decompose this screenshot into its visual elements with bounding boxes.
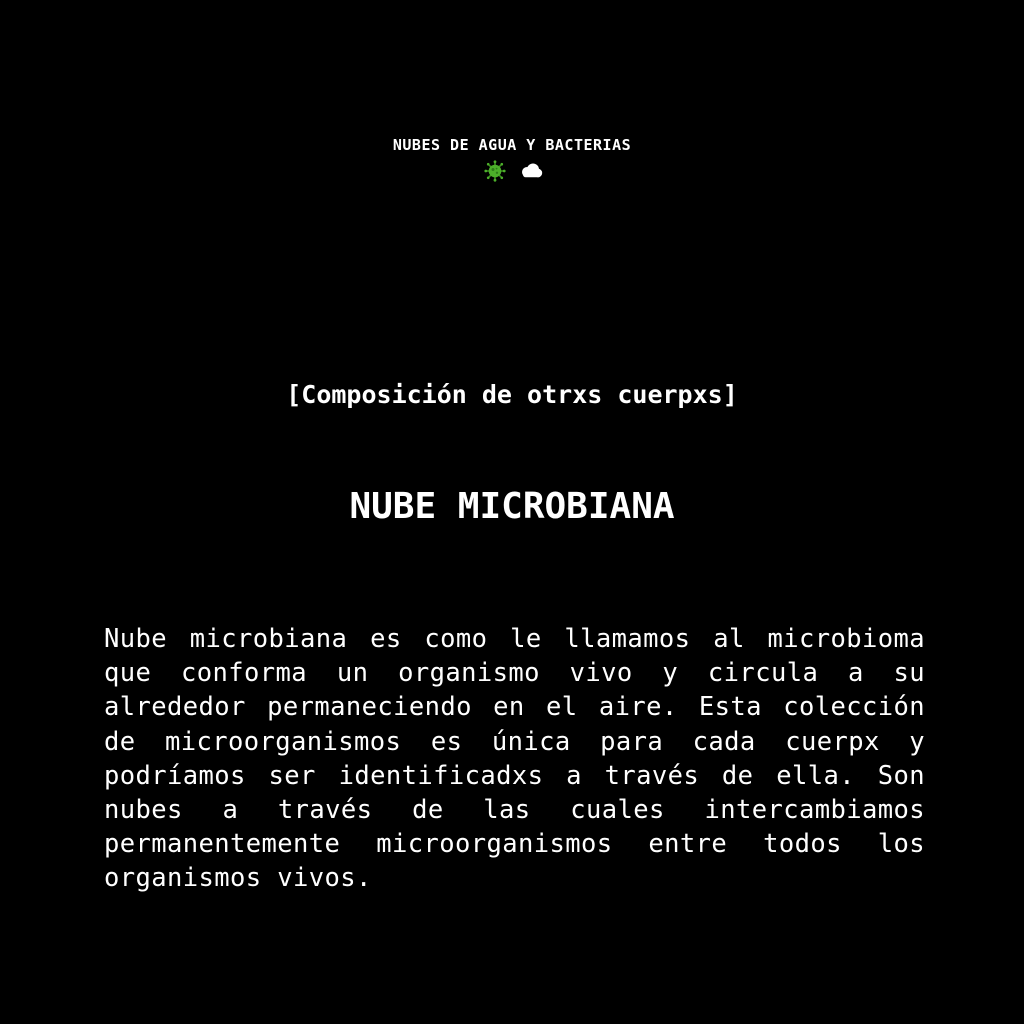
series-title: NUBES DE AGUA Y BACTERIAS [392,136,632,154]
microbe-icon [484,160,506,182]
heading: NUBE MICROBIANA [349,486,675,527]
cloud-icon [518,160,540,182]
body-paragraph: Nube microbiana es como le llamamos al microbioma que conforma un organismo vivo y circula a su alrededor permaneciendo en el aire. Esta colección de microorganismos es única para cada cuerpx y podríamos ser identificadxs a través de ella. Son nubes a través de las cuales intercambiamos permanentemente microorganismos entre todos los organismos vivos. [104,624,925,894]
subtitle: [Composición de otrxs cuerpxs] [286,380,738,409]
title-icons [0,160,1024,182]
